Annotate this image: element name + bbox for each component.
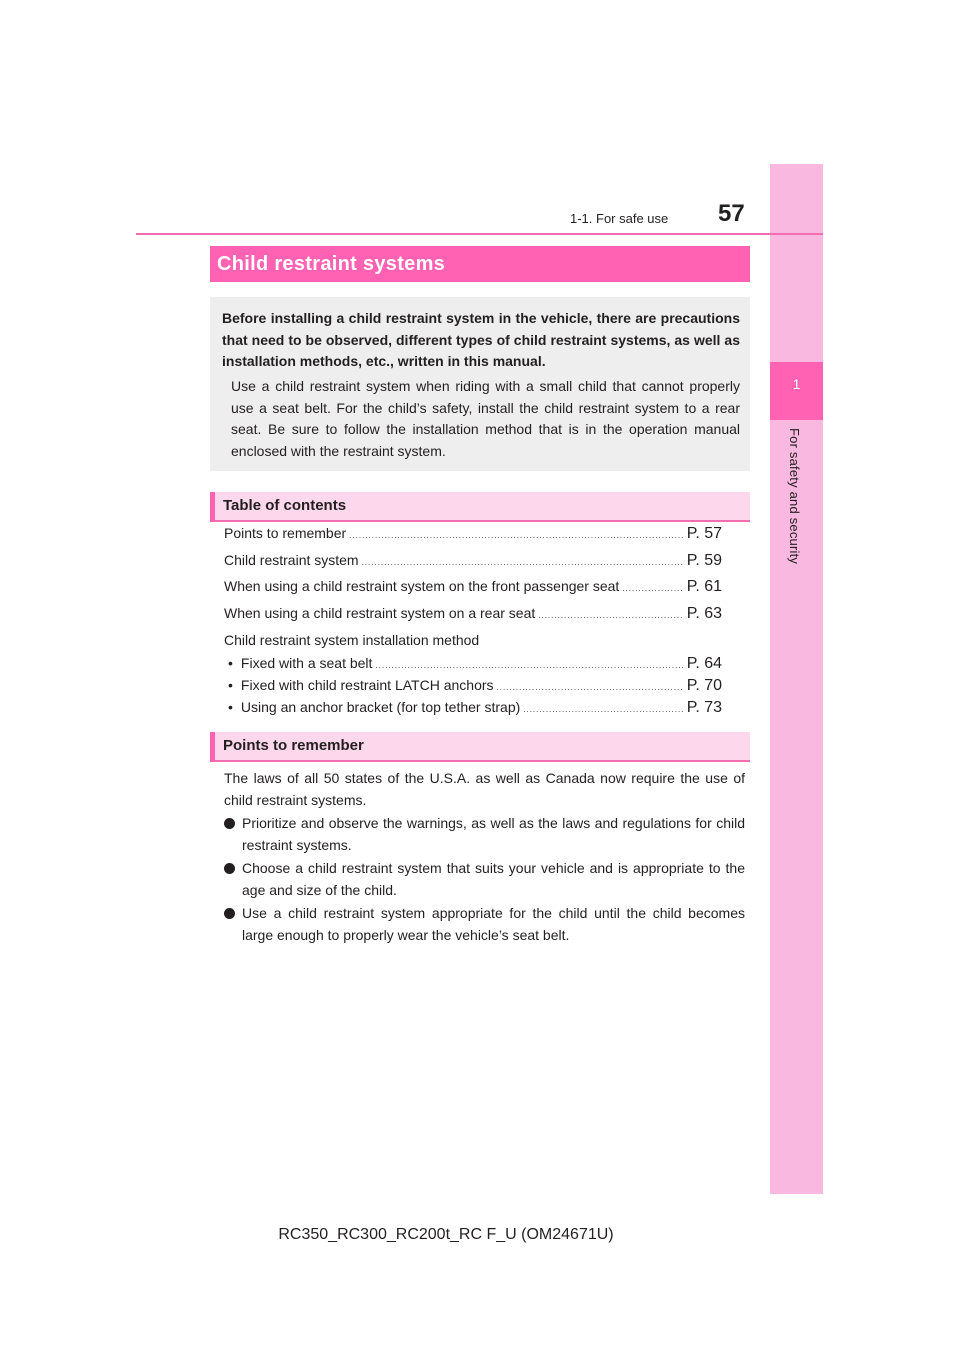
page-title-bar [210, 246, 750, 282]
bullet-item: Prioritize and observe the warnings, as well as the laws and regulations for child restraint systems. [224, 812, 745, 856]
toc-entry-page: P. 61 [686, 578, 722, 595]
table-of-contents [224, 525, 722, 721]
points-paragraph: The laws of all 50 states of the U.S.A. as well as Canada now require the use of child restraint systems. [224, 770, 745, 808]
toc-leader-dots [349, 531, 684, 540]
toc-sub-entry-label: • Fixed with a seat belt [228, 655, 372, 671]
toc-entry[interactable] [224, 578, 722, 605]
toc-entry-page: P. 63 [686, 604, 722, 622]
toc-entry-label: Child restraint system [224, 551, 359, 568]
toc-leader-dots [538, 611, 683, 620]
toc-entry-label: Points to remember [224, 525, 347, 541]
page-number: 57 [718, 200, 745, 227]
toc-entry-page: P. 59 [686, 551, 722, 569]
points-heading: Points to remember [223, 737, 364, 754]
toc-heading-bar [210, 492, 750, 522]
page-title: Child restraint systems [217, 253, 446, 275]
chapter-number: 1 [792, 376, 801, 392]
footer-model-code: RC350_RC300_RC200t_RC F_U (OM24671U) [278, 1226, 614, 1243]
toc-sub-entry-label: • Fixed with child restraint LATCH anchors [228, 677, 494, 693]
toc-sub-entry-page: P. 64 [686, 655, 722, 672]
toc-entry-page: P. 57 [686, 525, 722, 542]
toc-sub-entry[interactable] [224, 677, 722, 699]
side-strip [770, 164, 823, 1194]
points-heading-bar [210, 732, 750, 762]
section-header: 1-1. For safe use [570, 211, 669, 226]
toc-group-label-row [224, 632, 722, 655]
bullet-item: Choose a child restraint system that suits your vehicle and is appropriate to the age and size of the child. [224, 857, 745, 901]
toc-sub-entry[interactable] [224, 655, 722, 677]
points-bullet-list [224, 812, 745, 947]
toc-leader-dots [523, 705, 683, 714]
toc-sub-entry-label: • Using an anchor bracket (for top tether strap) [228, 699, 520, 715]
toc-entry[interactable] [224, 552, 722, 579]
toc-entry-label: When using a child restraint system on the front passenger seat [224, 578, 620, 594]
header-rule [136, 233, 823, 235]
toc-leader-dots [362, 558, 684, 567]
toc-sub-entry-page: P. 70 [686, 677, 722, 694]
toc-entry-label: When using a child restraint system on a rear seat [224, 604, 536, 621]
toc-group-label: Child restraint system installation method [224, 632, 480, 648]
toc-heading: Table of contents [223, 497, 347, 514]
intro-text: Use a child restraint system when riding with a small child that cannot properly use a seat belt. For the child’s safety, install the child restraint system to a rear seat. Be sure to follow the installation method that is in the operation manual enclosed with the restraint system. [231, 378, 740, 459]
intro-box [210, 297, 750, 471]
chapter-label: For safety and security [787, 428, 802, 565]
toc-sub-entry[interactable] [224, 699, 722, 721]
chapter-label-container [770, 420, 823, 620]
toc-sub-entry-page: P. 73 [686, 699, 722, 716]
intro-bold-text: Before installing a child restraint system in the vehicle, there are precautions that need to be observed, different types of child restraint systems, as well as installation methods, etc., written in this manual. [222, 310, 740, 369]
toc-leader-dots [375, 661, 683, 670]
footer [0, 1226, 960, 1244]
chapter-tab [770, 362, 823, 420]
bullet-item: Use a child restraint system appropriate for the child until the child becomes large enough to properly wear the vehicle’s seat belt. [224, 902, 745, 946]
toc-entry[interactable] [224, 525, 722, 552]
toc-leader-dots [497, 683, 684, 692]
toc-entry[interactable] [224, 605, 722, 632]
toc-leader-dots [622, 584, 683, 593]
